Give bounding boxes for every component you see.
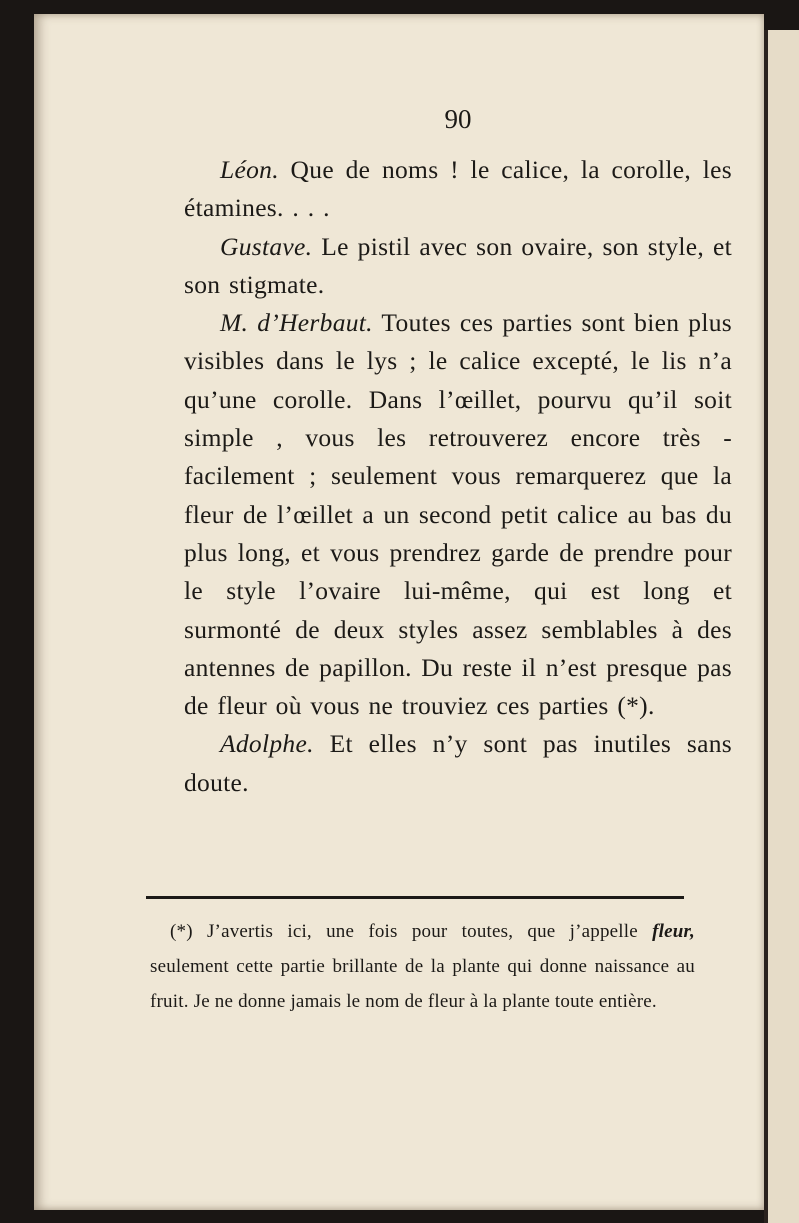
paragraph — [184, 228, 732, 305]
footnote — [150, 914, 695, 1019]
paragraph-text: Que de noms ! le calice, la corolle, les étamines. . . . — [184, 155, 732, 223]
footnote-paragraph — [150, 914, 695, 1019]
dialogue-text — [184, 151, 732, 802]
speaker-name: Léon. — [220, 155, 279, 184]
footnote-text: J’avertis ici, une fois pour toutes, que j’appelle — [192, 921, 653, 942]
page-number: 90 — [444, 104, 472, 134]
book-page — [34, 14, 764, 1210]
footnote-mark: (*) — [170, 921, 193, 942]
speaker-name: Gustave. — [220, 231, 313, 261]
paragraph-text: Toutes ces parties sont bien plus visibles dans le lys ; le calice excepté, le lis n’a qu’une corolle. Dans l’œillet, pourvu qu’il soit simple , vous les retrouverez encore très - facilement ; seulement vous remarquerez que la fleur de l’œillet a un second petit calice au bas du plus long, et vous prendrez garde de prendre pour le style l’ovaire lui-même, qui est long et surmonté de deux styles assez semblables à des antennes de papillon. Du reste il n’est presque pas de fleur où vous ne trouviez ces parties (*). — [184, 308, 733, 721]
footnote-text: seulement cette partie brillante de la plante qui donne naissance au fruit. Je ne donne jamais le nom de fleur à la plante toute entière. — [150, 956, 695, 1012]
footnote-rule — [146, 896, 684, 899]
speaker-name: Adolphe. — [220, 729, 314, 759]
paragraph-text: Le pistil avec son ovaire, son style, et son stigmate. — [184, 231, 732, 299]
paragraph — [184, 304, 732, 725]
paragraph — [184, 725, 732, 802]
adjacent-page-edge — [764, 30, 799, 1223]
paragraph — [184, 151, 732, 228]
paragraph-text: Et elles n’y sont pas inutiles sans doute. — [184, 729, 732, 797]
speaker-name: M. d’Herbaut. — [220, 308, 373, 338]
footnote-emphasis: fleur, — [652, 921, 695, 942]
